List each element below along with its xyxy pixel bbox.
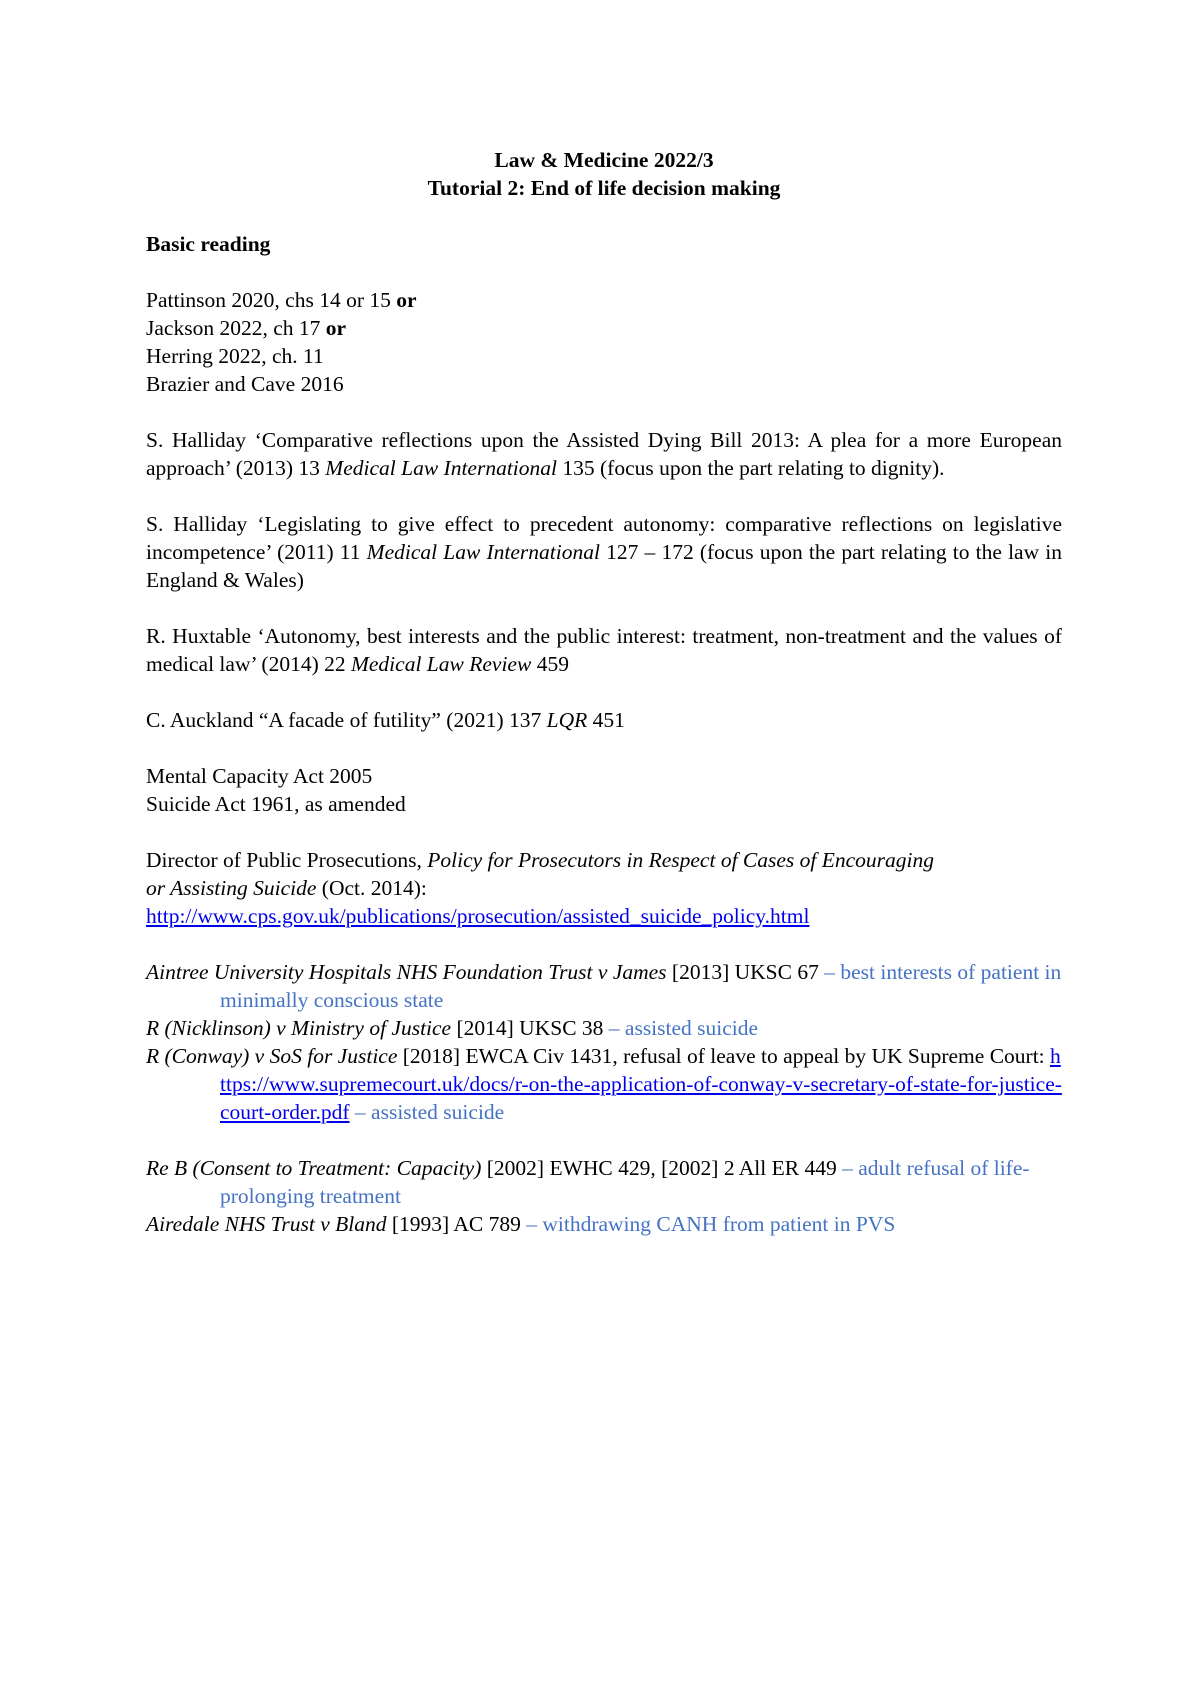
textbook-item: Brazier and Cave 2016 [146, 372, 344, 396]
document-page [146, 0, 1062, 1238]
case-entry: R (Conway) v SoS for Justice [2018] EWCA Civ 1431, refusal of leave to appeal by UK Supreme Court: https://www.supremecourt.uk/docs/r-on-the-application-of-conway-v-secretary-of-state-for-justice-court-order.pdf – assisted suicide [146, 1044, 1062, 1124]
case-entry: R (Nicklinson) v Ministry of Justice [2014] UKSC 38 – assisted suicide [146, 1016, 759, 1040]
article-reference: S. Halliday ‘Legislating to give effect to precedent autonomy: comparative reflections on legislative incompetence’ (2011) 11 Medical Law International 127 – 172 (focus upon the part relating to the law in England & Wales) [146, 512, 1063, 592]
case-name: Airedale NHS Trust v Bland [146, 1212, 387, 1236]
textbook-list [146, 286, 1062, 398]
case-note: – assisted suicide [349, 1100, 505, 1124]
statute-item: Mental Capacity Act 2005 [146, 764, 373, 788]
case-note: – assisted suicide [608, 1016, 759, 1040]
journal-title: Medical Law Review [350, 652, 532, 676]
case-note: – withdrawing CANH from patient in PVS [526, 1212, 896, 1236]
case-entry: Aintree University Hospitals NHS Foundation Trust v James [2013] UKSC 67 – best interests of patient in minimally conscious state [146, 960, 1062, 1012]
case-name: R (Conway) v SoS for Justice [146, 1044, 398, 1068]
case-entry: Re B (Consent to Treatment: Capacity) [2002] EWHC 429, [2002] 2 All ER 449 – adult refusal of life-prolonging treatment [146, 1156, 1030, 1208]
case-note: – best interests of patient in minimally conscious state [220, 960, 1062, 1012]
statute-item: Suicide Act 1961, as amended [146, 792, 406, 816]
case-name: Aintree University Hospitals NHS Foundation Trust v James [146, 960, 667, 984]
article-reference: S. Halliday ‘Comparative reflections upon the Assisted Dying Bill 2013: A plea for a more European approach’ (2013) 13 Medical Law International 135 (focus upon the part relating to dignity). [146, 428, 1062, 480]
article-reference: C. Auckland “A facade of futility” (2021) 137 LQR 451 [146, 708, 625, 732]
article-reference: R. Huxtable ‘Autonomy, best interests and the public interest: treatment, non-treatment and the values of medical law’ (2014) 22 Medical Law Review 459 [146, 624, 1062, 676]
dpp-policy-reference: Director of Public Prosecutions, Policy for Prosecutors in Respect of Cases of Encouraging or Assisting Suicide (Oct. 2014): http://www.cps.gov.uk/publications/prosecution/assisted_suicide_policy.html [146, 848, 935, 928]
document-subtitle: Tutorial 2: End of life decision making [427, 176, 781, 200]
document-title: Law & Medicine 2022/3 [494, 148, 714, 172]
case-entry: Airedale NHS Trust v Bland [1993] AC 789 – withdrawing CANH from patient in PVS [146, 1212, 896, 1236]
cps-policy-link[interactable]: http://www.cps.gov.uk/publications/prosecution/assisted_suicide_policy.html [146, 904, 810, 928]
basic-reading-heading: Basic reading [146, 232, 271, 256]
case-list [146, 1154, 1062, 1238]
textbook-item: Pattinson 2020, chs 14 or 15 or [146, 288, 417, 312]
statute-list [146, 762, 1062, 818]
supreme-court-order-link[interactable]: https://www.supremecourt.uk/docs/r-on-the-application-of-conway-v-secretary-of-state-for-justice-court-order.pdf [220, 1044, 1062, 1124]
journal-title: Medical Law International [366, 540, 600, 564]
journal-title: LQR [546, 708, 588, 732]
case-list [146, 958, 1062, 1126]
case-note: – adult refusal of life-prolonging treatment [220, 1156, 1030, 1208]
case-name: Re B (Consent to Treatment: Capacity) [146, 1156, 482, 1180]
textbook-item: Herring 2022, ch. 11 [146, 344, 324, 368]
journal-title: Medical Law International [325, 456, 557, 480]
policy-title: Policy for Prosecutors in Respect of Cases of Encouraging [427, 848, 935, 872]
case-name: R (Nicklinson) v Ministry of Justice [146, 1016, 452, 1040]
textbook-item: Jackson 2022, ch 17 or [146, 316, 347, 340]
policy-title-cont: or Assisting Suicide [146, 876, 317, 900]
document-header [146, 146, 1062, 202]
